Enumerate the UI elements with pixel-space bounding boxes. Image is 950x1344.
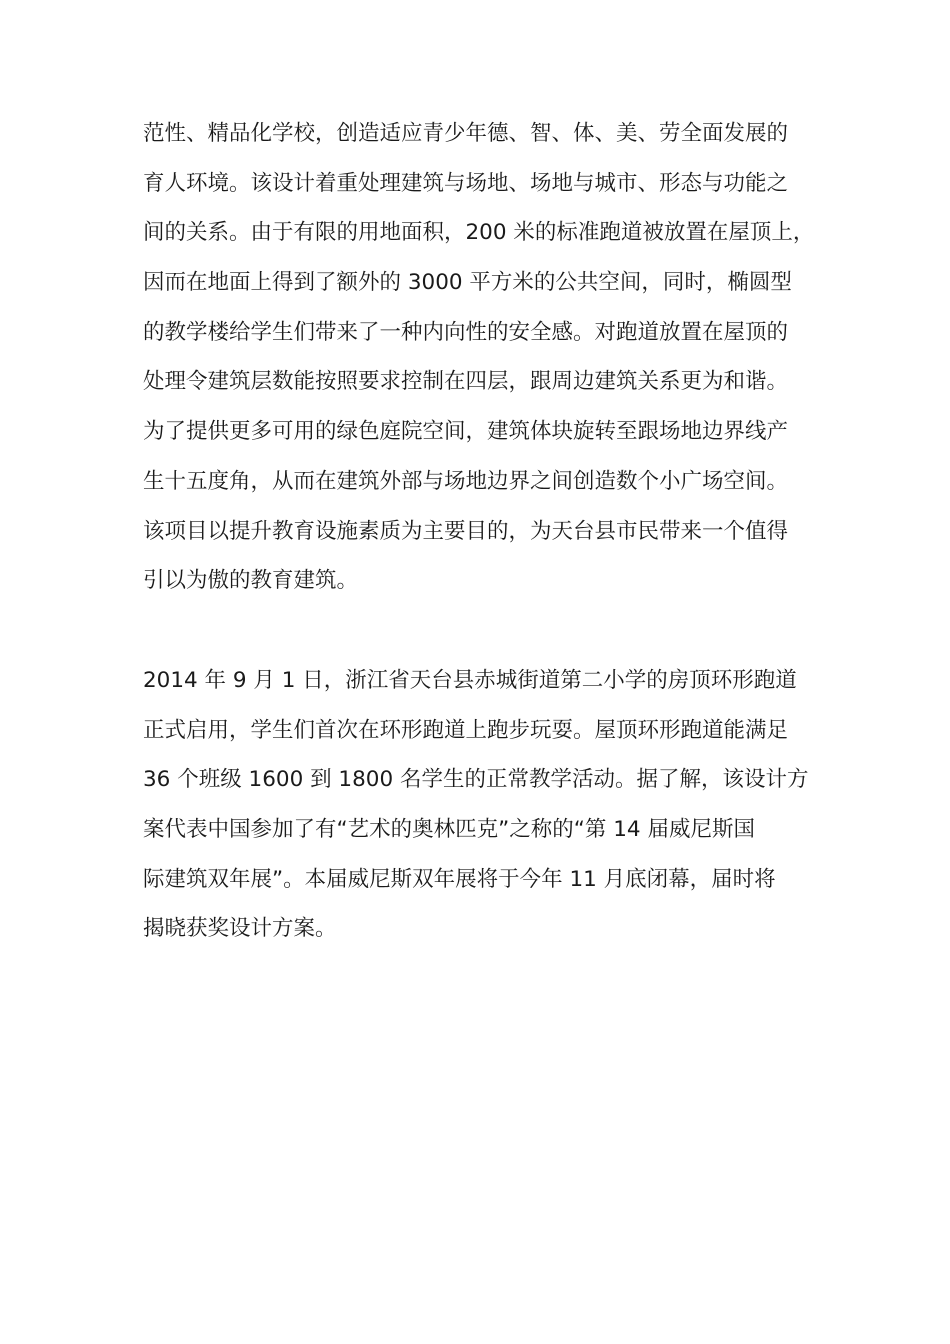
paragraph-line: 案代表中国参加了有“艺术的奥林匹克”之称的“第 14 届威尼斯国	[143, 817, 755, 843]
paragraph-design-description	[143, 109, 813, 606]
paragraph-line: 际建筑双年展”。本届威尼斯双年展将于今年 11 月底闭幕，届时将	[143, 866, 776, 892]
paragraph-line: 因而在地面上得到了额外的 3000 平方米的公共空间，同时，椭圆型	[143, 270, 792, 296]
paragraph-line: 36 个班级 1600 到 1800 名学生的正常教学活动。据了解，该设计方	[143, 767, 809, 793]
paragraph-line: 育人环境。该设计着重处理建筑与场地、场地与城市、形态与功能之	[143, 170, 789, 196]
paragraph-line: 引以为傲的教育建筑。	[143, 568, 359, 594]
paragraph-line: 为了提供更多可用的绿色庭院空间，建筑体块旋转至跟场地边界线产	[143, 419, 789, 445]
paragraph-line: 处理令建筑层数能按照要求控制在四层，跟周边建筑关系更为和谐。	[143, 369, 789, 395]
paragraph-line: 正式启用，学生们首次在环形跑道上跑步玩耍。屋顶环形跑道能满足	[143, 717, 789, 743]
paragraph-line: 生十五度角，从而在建筑外部与场地边界之间创造数个小广场空间。	[143, 468, 789, 494]
paragraph-line: 2014 年 9 月 1 日，浙江省天台县赤城街道第二小学的房顶环形跑道	[143, 668, 797, 693]
paragraph-line: 该项目以提升教育设施素质为主要目的，为天台县市民带来一个值得	[143, 518, 789, 544]
paragraph-opening-news	[143, 656, 813, 954]
paragraph-line: 揭晓获奖设计方案。	[143, 916, 337, 942]
paragraph-line: 范性、精品化学校，创造适应青少年德、智、体、美、劳全面发展的	[143, 121, 789, 146]
paragraph-line: 的教学楼给学生们带来了一种内向性的安全感。对跑道放置在屋顶的	[143, 319, 789, 345]
paragraph-line: 间的关系。由于有限的用地面积，200 米的标准跑道被放置在屋顶上，	[143, 220, 815, 246]
